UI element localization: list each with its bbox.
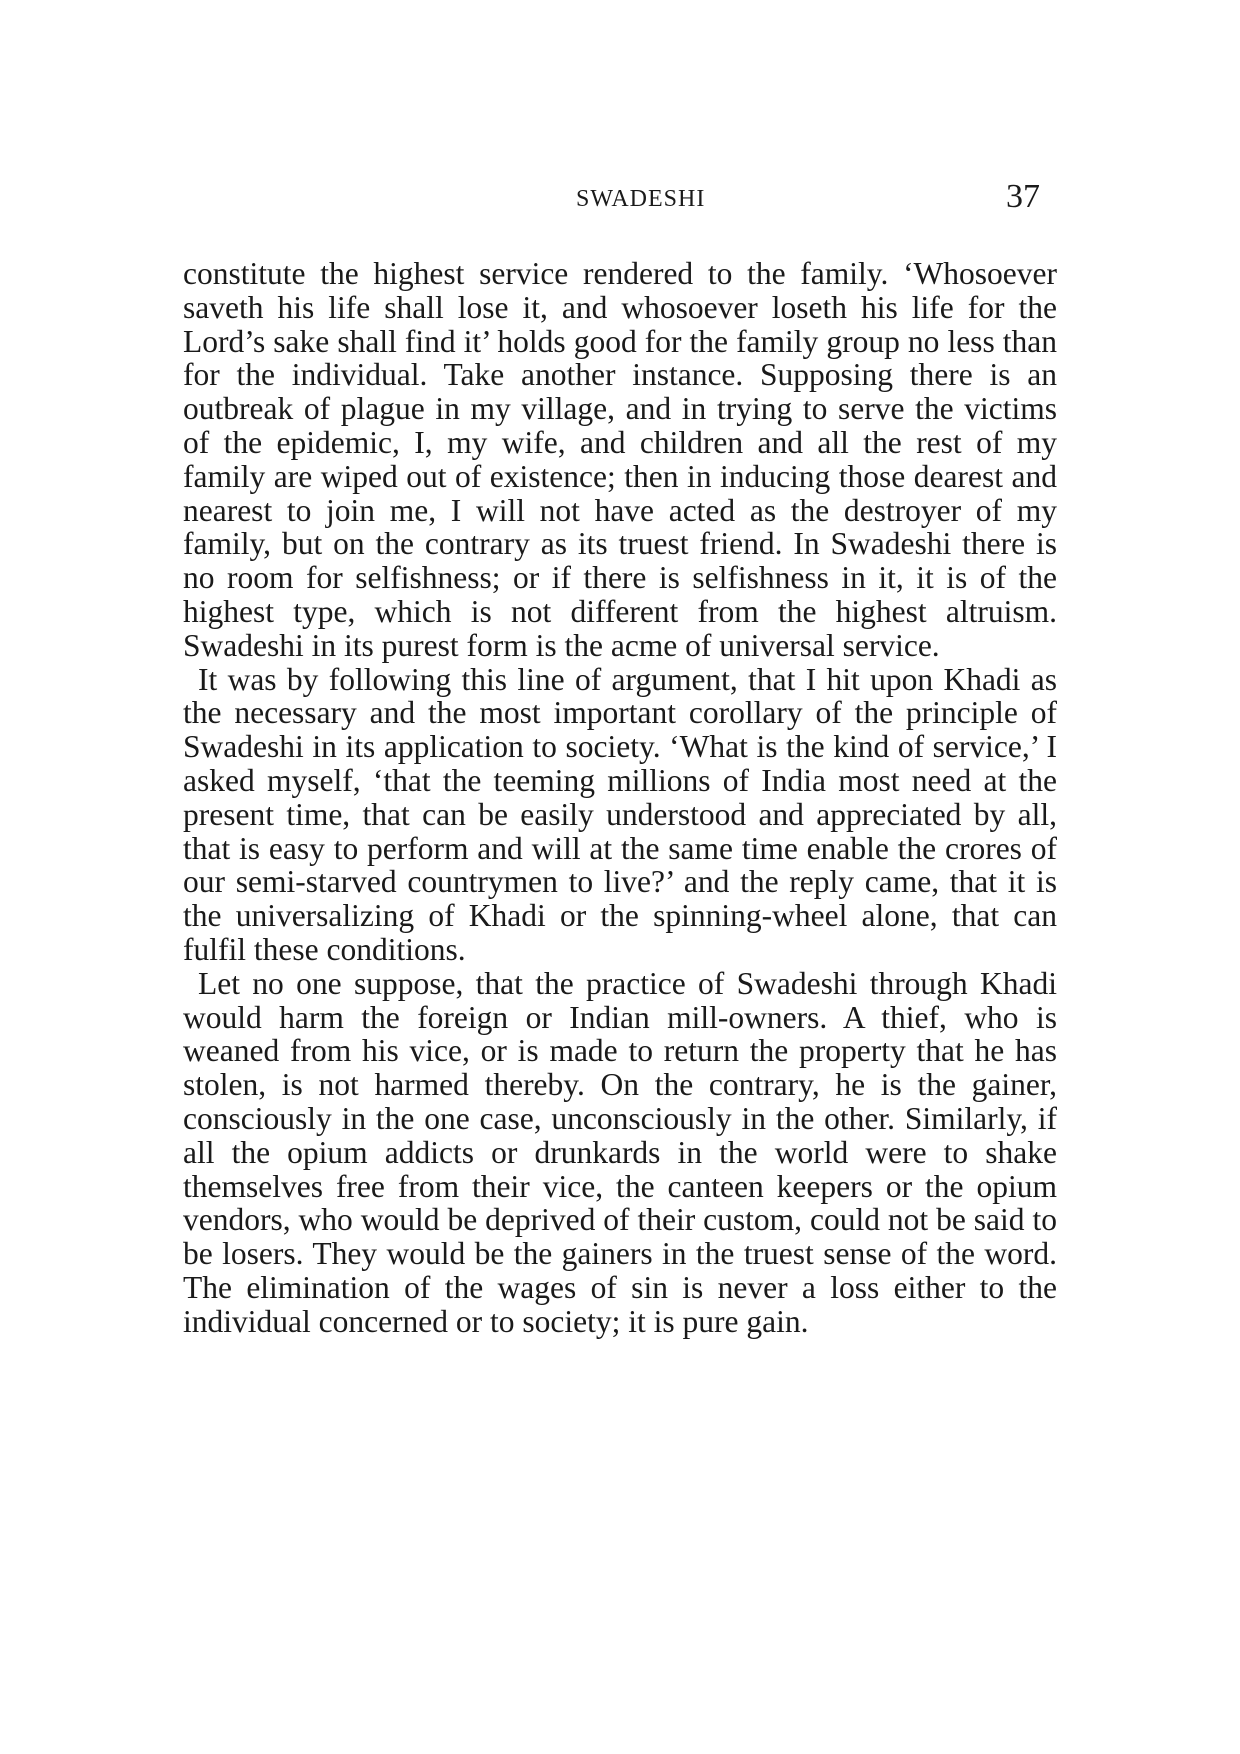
page-number: 37 bbox=[1006, 178, 1040, 215]
paragraph: constitute the highest service rendered to the family. ‘Whosoever saveth his life shall lose it, and whosoever loseth his life for the Lord’s sake shall find it’ holds good for the family group no less than for the individual. Take another instance. Supposing there is an outbreak of plague in my village, and in trying to serve the victims of the epidemic, I, my wife, and children and all the rest of my family are wiped out of existence; then in inducing those dearest and nearest to join me, I will not have acted as the destroyer of my family, but on the contrary as its truest friend. In Swadeshi there is no room for selfishness; or if there is selfishness in it, it is of the highest type, which is not different from the highest altruism. Swadeshi in its purest form is the acme of universal service. bbox=[183, 256, 1057, 663]
body-text bbox=[183, 257, 1057, 1339]
paragraph: It was by following this line of argument, that I hit upon Khadi as the necessary and the most important corollary of the principle of Swadeshi in its application to society. ‘What is the kind of service,’ I asked myself, ‘that the teeming millions of India most need at the present time, that can be easily understood and appreciated by all, that is easy to perform and will at the same time enable the crores of our semi-starved countrymen to live?’ and the reply came, that it is the universalizing of Khadi or the spinning-wheel alone, that can fulfil these conditions. bbox=[183, 661, 1057, 967]
paragraph: Let no one suppose, that the practice of Swadeshi through Khadi would harm the foreign or Indian mill-owners. A thief, who is weaned from his vice, or is made to return the property that he has stolen, is not harmed thereby. On the contrary, he is the gainer, consciously in the one case, unconsciously in the other. Similarly, if all the opium addicts or drunkards in the world were to shake themselves free from their vice, the canteen keepers or the opium vendors, who would be deprived of their custom, could not be said to be losers. They would be the gainers in the truest sense of the word. The elimination of the wages of sin is never a loss either to the individual concerned or to society; it is pure gain. bbox=[183, 965, 1057, 1339]
page-header bbox=[0, 178, 1240, 218]
running-title: SWADESHI bbox=[576, 186, 706, 212]
